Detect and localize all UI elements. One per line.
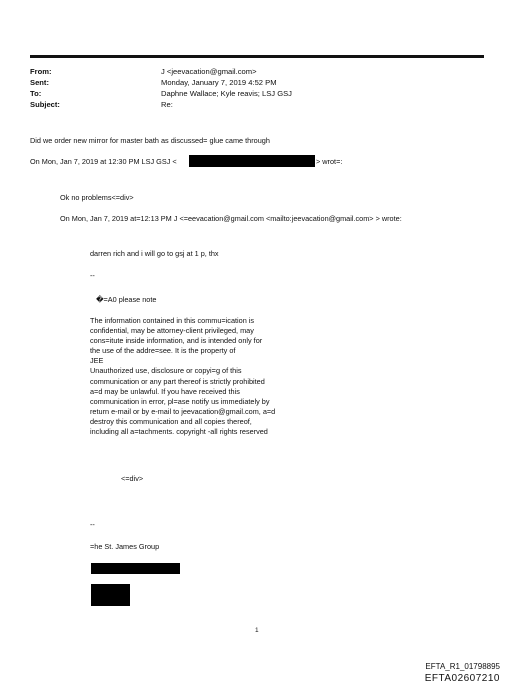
disclaimer-line: cons=itute inside information, and is intended only for — [90, 336, 263, 346]
to-label: To: — [30, 89, 42, 98]
disclaimer-line: The information contained in this commu=ication is — [90, 316, 255, 325]
signature-line: =he St. James Group — [90, 542, 160, 551]
disclaimer-line: destroy this communication and all copies thereof, — [90, 416, 252, 426]
subject-label: Subject: — [30, 100, 60, 109]
reply-line: Ok no problems<=div> — [60, 193, 134, 202]
disclaimer-line: confidential, may be attorney-client privileged, may — [90, 326, 254, 336]
bates-id-2: EFTA02607210 — [424, 673, 500, 684]
redaction-block — [91, 584, 130, 606]
sent-label: Sent: — [30, 78, 49, 87]
disclaimer — [90, 316, 350, 437]
disclaimer-line: Unauthorized use, disclosure or copyi=g of this — [90, 366, 242, 376]
disclaimer-line: including all a=tachments. copyright -all rights reserved — [90, 427, 268, 437]
disclaimer-line: communication in error, pl=ase notify us immediately by — [90, 396, 270, 406]
div-tag-line: <=div> — [121, 474, 144, 483]
message-line: Did we order new mirror for master bath as discussed= glue came through — [30, 136, 270, 145]
disclaimer-line: a=d may be unlawful. If you have received this — [90, 386, 240, 396]
redaction-email — [189, 155, 315, 167]
disclaimer-line: communication or any part thereof is strictly prohibited — [90, 376, 265, 386]
subject-value: Re: — [161, 100, 173, 109]
disclaimer-line: JEE — [90, 356, 104, 366]
separator-dash: -- — [90, 520, 95, 529]
disclaimer-line: return e-mail or by e-mail to jeevacation@gmail.com, a=d — [90, 406, 276, 416]
bates-id-1: EFTA_R1_01798895 — [425, 662, 500, 671]
quote2-line: On Mon, Jan 7, 2019 at=12:13 PM J <=eevacation@gmail.com <mailto:jeevacation@gmail.com> > wrote: — [60, 214, 402, 223]
redaction-block — [91, 563, 180, 574]
please-note-line: �=A0 please note — [96, 295, 157, 304]
page-number: 1 — [255, 627, 259, 634]
from-label: From: — [30, 67, 52, 76]
darren-line: darren rich and i will go to gsj at 1 p, thx — [90, 249, 219, 258]
separator-dash: -- — [90, 271, 95, 280]
disclaimer-line: the use of the addre=see. It is the property of — [90, 346, 236, 356]
from-value: J <jeevacation@gmail.com> — [161, 67, 257, 76]
sent-value: Monday, January 7, 2019 4:52 PM — [161, 78, 277, 87]
to-value: Daphne Wallace; Kyle reavis; LSJ GSJ — [161, 89, 292, 98]
quote1-suffix: > wrot=: — [316, 157, 343, 166]
header-rule — [30, 55, 484, 58]
quote1-prefix: On Mon, Jan 7, 2019 at 12:30 PM LSJ GSJ < — [30, 157, 177, 166]
